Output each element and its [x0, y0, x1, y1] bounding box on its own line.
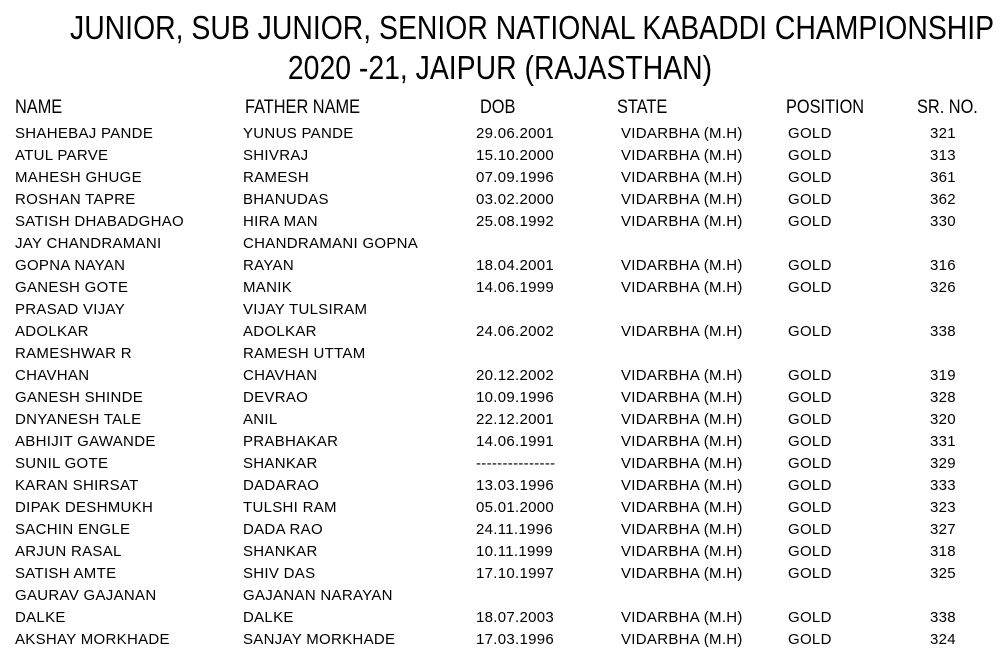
player-name: CHAVHAN — [15, 367, 90, 384]
father-name: CHANDRAMANI GOPNA — [243, 235, 419, 252]
serial-number: 327 — [930, 521, 956, 538]
father-name: DADA RAO — [243, 521, 323, 538]
position: GOLD — [788, 191, 832, 208]
state: VIDARBHA (M.H) — [621, 521, 743, 538]
state: VIDARBHA (M.H) — [621, 367, 743, 384]
position: GOLD — [788, 499, 832, 516]
player-name: SATISH AMTE — [15, 565, 117, 582]
header-state: STATE — [617, 97, 668, 118]
header-sr-no: SR. NO. — [917, 97, 978, 118]
table-row — [0, 255, 1000, 277]
state: VIDARBHA (M.H) — [621, 147, 743, 164]
player-name: DIPAK DESHMUKH — [15, 499, 154, 516]
serial-number: 318 — [930, 543, 956, 560]
serial-number: 324 — [930, 631, 956, 648]
date-of-birth: 29.06.2001 — [476, 125, 555, 142]
position: GOLD — [788, 455, 832, 472]
date-of-birth: 17.03.1996 — [476, 631, 555, 648]
serial-number: 328 — [930, 389, 956, 406]
player-name: DALKE — [15, 609, 66, 626]
father-name: SHANKAR — [243, 543, 318, 560]
serial-number: 323 — [930, 499, 956, 516]
player-name: ARJUN RASAL — [15, 543, 122, 560]
state: VIDARBHA (M.H) — [621, 279, 743, 296]
table-row — [0, 585, 1000, 607]
table-row — [0, 387, 1000, 409]
player-name: DNYANESH TALE — [15, 411, 142, 428]
player-name: AKSHAY MORKHADE — [15, 631, 170, 648]
position: GOLD — [788, 631, 832, 648]
player-name: JAY CHANDRAMANI — [15, 235, 162, 252]
table-row — [0, 475, 1000, 497]
position: GOLD — [788, 169, 832, 186]
player-name: ABHIJIT GAWANDE — [15, 433, 156, 450]
position: GOLD — [788, 125, 832, 142]
position: GOLD — [788, 213, 832, 230]
player-name: SHAHEBAJ PANDE — [15, 125, 154, 142]
serial-number: 313 — [930, 147, 956, 164]
father-name: PRABHAKAR — [243, 433, 339, 450]
header-position: POSITION — [786, 97, 865, 118]
father-name: ADOLKAR — [243, 323, 317, 340]
father-name: YUNUS PANDE — [243, 125, 354, 142]
position: GOLD — [788, 367, 832, 384]
father-name: SHIVRAJ — [243, 147, 309, 164]
position: GOLD — [788, 543, 832, 560]
father-name: DEVRAO — [243, 389, 309, 406]
date-of-birth: 18.04.2001 — [476, 257, 555, 274]
player-name: KARAN SHIRSAT — [15, 477, 139, 494]
date-of-birth: --------------- — [476, 455, 556, 472]
table-row — [0, 519, 1000, 541]
date-of-birth: 15.10.2000 — [476, 147, 555, 164]
serial-number: 320 — [930, 411, 956, 428]
serial-number: 319 — [930, 367, 956, 384]
state: VIDARBHA (M.H) — [621, 257, 743, 274]
serial-number: 362 — [930, 191, 956, 208]
table-row — [0, 431, 1000, 453]
serial-number: 325 — [930, 565, 956, 582]
position: GOLD — [788, 147, 832, 164]
date-of-birth: 22.12.2001 — [476, 411, 555, 428]
player-name: SUNIL GOTE — [15, 455, 109, 472]
serial-number: 361 — [930, 169, 956, 186]
header-father: FATHER NAME — [245, 97, 360, 118]
table-row — [0, 607, 1000, 629]
player-name: GOPNA NAYAN — [15, 257, 126, 274]
table-row — [0, 541, 1000, 563]
father-name: DADARAO — [243, 477, 320, 494]
player-name: RAMESHWAR R — [15, 345, 132, 362]
player-name: PRASAD VIJAY — [15, 301, 126, 318]
player-name: GANESH GOTE — [15, 279, 129, 296]
table-row — [0, 189, 1000, 211]
state: VIDARBHA (M.H) — [621, 565, 743, 582]
state: VIDARBHA (M.H) — [621, 455, 743, 472]
date-of-birth: 17.10.1997 — [476, 565, 555, 582]
father-name: TULSHI RAM — [243, 499, 337, 516]
table-row — [0, 409, 1000, 431]
table-row — [0, 343, 1000, 365]
table-row — [0, 145, 1000, 167]
player-name: SATISH DHABADGHAO — [15, 213, 185, 230]
player-name: ROSHAN TAPRE — [15, 191, 136, 208]
state: VIDARBHA (M.H) — [621, 433, 743, 450]
player-name: GAURAV GAJANAN — [15, 587, 157, 604]
table-row — [0, 365, 1000, 387]
position: GOLD — [788, 257, 832, 274]
father-name: SHIV DAS — [243, 565, 316, 582]
father-name: MANIK — [243, 279, 293, 296]
position: GOLD — [788, 389, 832, 406]
father-name: VIJAY TULSIRAM — [243, 301, 368, 318]
header-name: NAME — [15, 97, 63, 118]
state: VIDARBHA (M.H) — [621, 543, 743, 560]
table-row — [0, 299, 1000, 321]
serial-number: 333 — [930, 477, 956, 494]
father-name: ANIL — [243, 411, 278, 428]
date-of-birth: 25.08.1992 — [476, 213, 555, 230]
player-name: ATUL PARVE — [15, 147, 109, 164]
father-name: HIRA MAN — [243, 213, 318, 230]
date-of-birth: 20.12.2002 — [476, 367, 555, 384]
table-row — [0, 277, 1000, 299]
state: VIDARBHA (M.H) — [621, 411, 743, 428]
date-of-birth: 13.03.1996 — [476, 477, 555, 494]
table-row — [0, 563, 1000, 585]
serial-number: 329 — [930, 455, 956, 472]
father-name: RAMESH UTTAM — [243, 345, 366, 362]
date-of-birth: 18.07.2003 — [476, 609, 555, 626]
father-name: SHANKAR — [243, 455, 318, 472]
father-name: GAJANAN NARAYAN — [243, 587, 393, 604]
date-of-birth: 10.09.1996 — [476, 389, 555, 406]
header-dob: DOB — [480, 97, 516, 118]
position: GOLD — [788, 609, 832, 626]
state: VIDARBHA (M.H) — [621, 169, 743, 186]
father-name: RAMESH — [243, 169, 309, 186]
position: GOLD — [788, 433, 832, 450]
table-row — [0, 629, 1000, 651]
player-name: SACHIN ENGLE — [15, 521, 131, 538]
serial-number: 330 — [930, 213, 956, 230]
date-of-birth: 07.09.1996 — [476, 169, 555, 186]
table-row — [0, 211, 1000, 233]
serial-number: 338 — [930, 323, 956, 340]
date-of-birth: 03.02.2000 — [476, 191, 555, 208]
document-title: JUNIOR, SUB JUNIOR, SENIOR NATIONAL KABADDI CHAMPIONSHIP — [70, 9, 995, 46]
date-of-birth: 14.06.1999 — [476, 279, 555, 296]
state: VIDARBHA (M.H) — [621, 191, 743, 208]
position: GOLD — [788, 323, 832, 340]
state: VIDARBHA (M.H) — [621, 125, 743, 142]
position: GOLD — [788, 565, 832, 582]
position: GOLD — [788, 521, 832, 538]
father-name: DALKE — [243, 609, 294, 626]
state: VIDARBHA (M.H) — [621, 499, 743, 516]
state: VIDARBHA (M.H) — [621, 389, 743, 406]
player-name: GANESH SHINDE — [15, 389, 144, 406]
table-row — [0, 123, 1000, 145]
serial-number: 321 — [930, 125, 956, 142]
date-of-birth: 14.06.1991 — [476, 433, 555, 450]
position: GOLD — [788, 279, 832, 296]
player-name: MAHESH GHUGE — [15, 169, 142, 186]
player-list — [0, 123, 1000, 651]
position: GOLD — [788, 411, 832, 428]
position: GOLD — [788, 477, 832, 494]
date-of-birth: 24.06.2002 — [476, 323, 555, 340]
father-name: BHANUDAS — [243, 191, 329, 208]
date-of-birth: 10.11.1999 — [476, 543, 553, 560]
father-name: RAYAN — [243, 257, 294, 274]
table-row — [0, 233, 1000, 255]
date-of-birth: 05.01.2000 — [476, 499, 555, 516]
serial-number: 331 — [930, 433, 956, 450]
player-name: ADOLKAR — [15, 323, 89, 340]
table-row — [0, 321, 1000, 343]
state: VIDARBHA (M.H) — [621, 477, 743, 494]
document-subtitle: 2020 -21, JAIPUR (RAJASTHAN) — [287, 49, 713, 86]
state: VIDARBHA (M.H) — [621, 631, 743, 648]
table-row — [0, 167, 1000, 189]
serial-number: 338 — [930, 609, 956, 626]
state: VIDARBHA (M.H) — [621, 213, 743, 230]
table-row — [0, 497, 1000, 519]
father-name: SANJAY MORKHADE — [243, 631, 396, 648]
serial-number: 326 — [930, 279, 956, 296]
state: VIDARBHA (M.H) — [621, 323, 743, 340]
table-row — [0, 453, 1000, 475]
date-of-birth: 24.11.1996 — [476, 521, 553, 538]
father-name: CHAVHAN — [243, 367, 318, 384]
serial-number: 316 — [930, 257, 956, 274]
state: VIDARBHA (M.H) — [621, 609, 743, 626]
